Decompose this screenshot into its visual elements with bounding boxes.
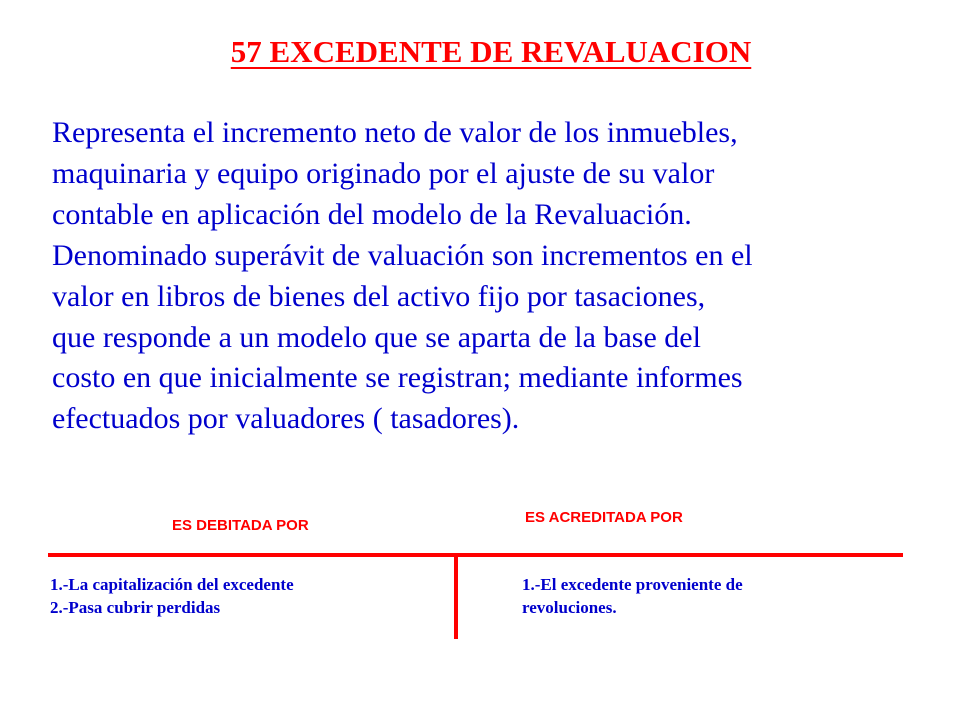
debit-entry: 2.-Pasa cubrir perdidas [50, 598, 221, 617]
definition-line: contable en aplicación del modelo de la Revaluación. [52, 197, 692, 231]
definition-line: maquinaria y equipo originado por el ajuste de su valor [52, 156, 715, 190]
t-account-vertical-rule [454, 553, 458, 639]
slide-title: 57 EXCEDENTE DE REVALUACION [230, 34, 752, 69]
debit-entries-list [50, 573, 294, 619]
definition-line: valor en libros de bienes del activo fijo por tasaciones, [52, 279, 706, 313]
definition-line: efectuados por valuadores ( tasadores). [52, 402, 520, 436]
credit-column-header: ES ACREDITADA POR [525, 509, 683, 526]
credit-entries-list [522, 573, 743, 619]
definition-line: Denominado superávit de valuación son incrementos en el [52, 238, 753, 272]
credit-entry: 1.-El excedente proveniente de [522, 575, 743, 594]
debit-entry: 1.-La capitalización del excedente [50, 575, 294, 594]
definition-line: costo en que inicialmente se registran; mediante informes [52, 361, 743, 395]
t-account-horizontal-rule [48, 553, 903, 557]
definition-line: que responde a un modelo que se aparta de la base del [52, 320, 701, 354]
debit-column-header: ES DEBITADA POR [172, 517, 309, 534]
definition-paragraph [52, 113, 753, 440]
credit-entry: revoluciones. [522, 598, 617, 617]
definition-line: Representa el incremento neto de valor de los inmuebles, [52, 116, 738, 149]
